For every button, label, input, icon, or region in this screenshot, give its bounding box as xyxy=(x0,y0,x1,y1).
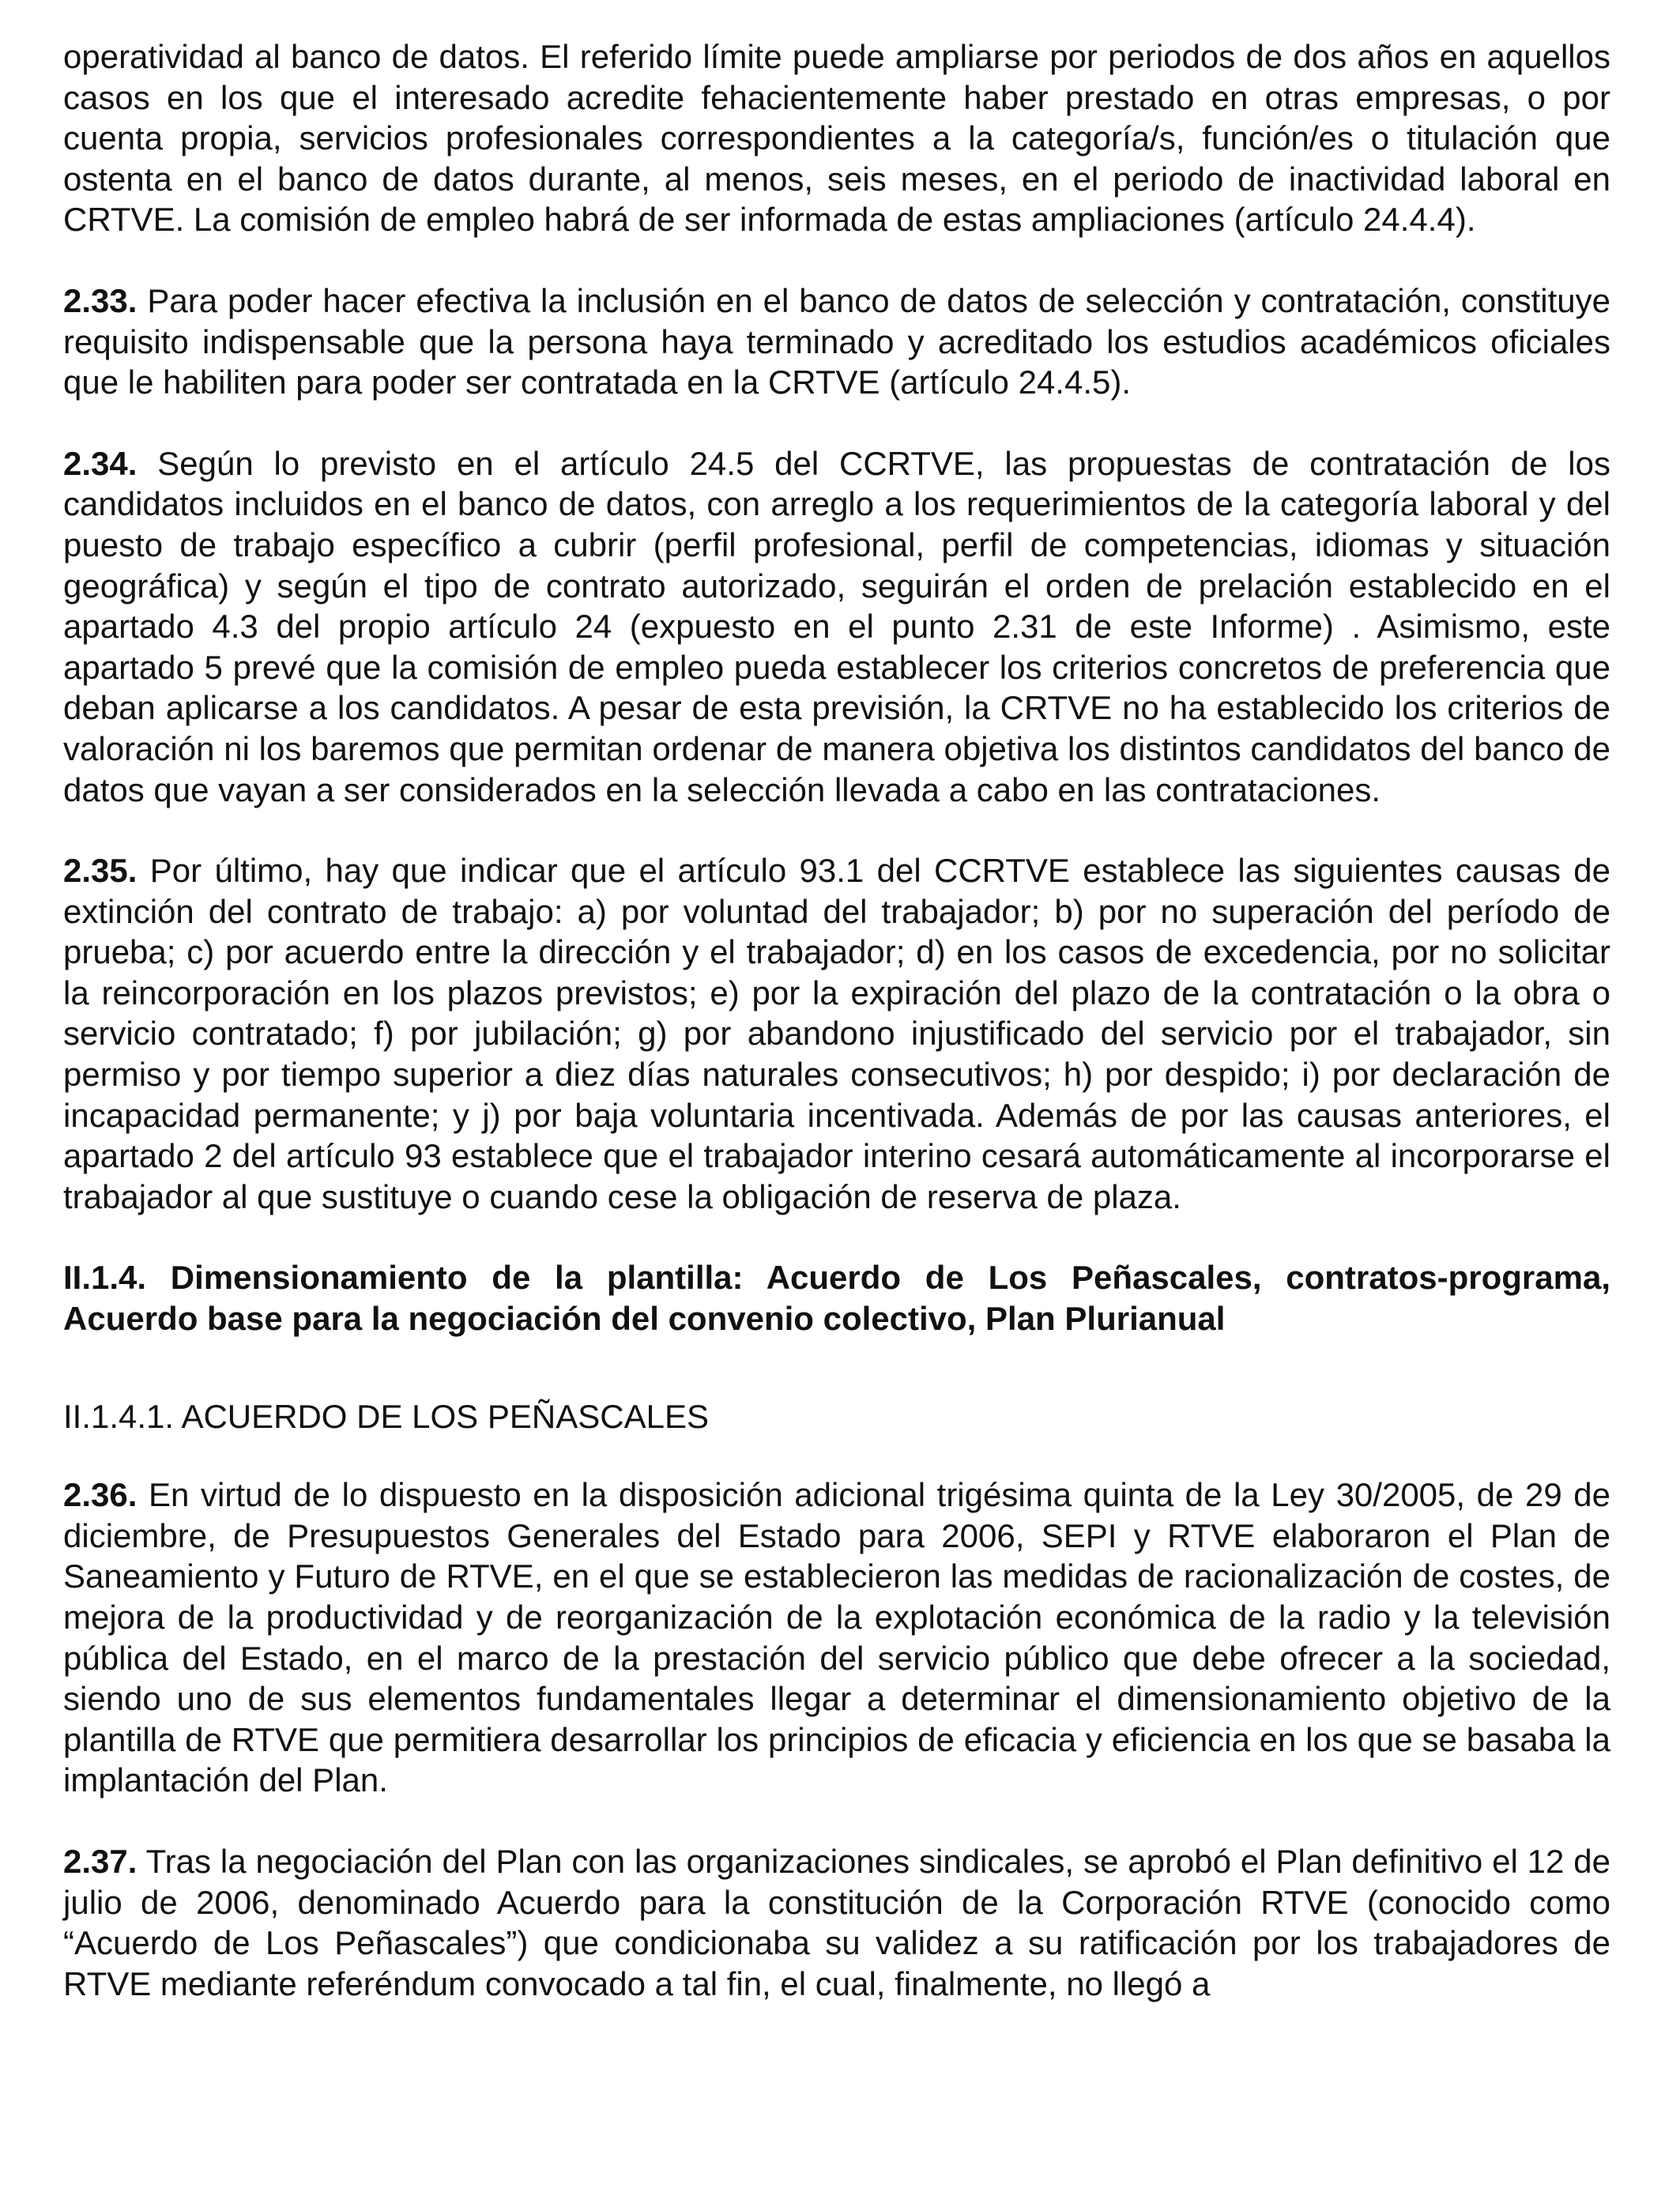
paragraph-number: 2.33. xyxy=(63,281,137,319)
paragraph-2-34 xyxy=(63,443,1610,810)
paragraph-text: Para poder hacer efectiva la inclusión en el banco de datos de selección y contratación, constituye requisito indispensable que la persona haya terminado y acreditado los estudios académicos oficiales que le habiliten para poder ser contratada en la CRTVE (artículo 24.4.5). xyxy=(63,281,1610,401)
paragraph-text: Según lo previsto en el artículo 24.5 del CCRTVE, las propuestas de contratación de los candidatos incluidos en el banco de datos, con arreglo a los requerimientos de la categoría laboral y del puesto de trabajo específico a cubrir (perfil profesional, perfil de competencias, idiomas y situación geográfica) y según el tipo de contrato autorizado, seguirán el orden de prelación establecido en el apartado 4.3 del propio artículo 24 (expuesto en el punto 2.31 de este Informe) . Asimismo, este apartado 5 prevé que la comisión de empleo pueda establecer los criterios concretos de preferencia que deban aplicarse a los candidatos. A pesar de esta previsión, la CRTVE no ha establecido los criterios de valoración ni los baremos que permitan ordenar de manera objetiva los distintos candidatos del banco de datos que vayan a ser considerados en la selección llevada a cabo en las contrataciones. xyxy=(63,444,1610,808)
paragraph-number: 2.34. xyxy=(63,444,137,482)
paragraph-2-33 xyxy=(63,281,1610,403)
section-heading: II.1.4. Dimensionamiento de la plantilla: Acuerdo de Los Peñascales, contratos-programa, Acuerdo base para la negociación del convenio colectivo, Plan Plurianual xyxy=(63,1259,1610,1338)
intro-paragraph: operatividad al banco de datos. El referido límite puede ampliarse por periodos de dos años en aquellos casos en los que el interesado acredite fehacientemente haber prestado en otras empresas, o por cuenta propia, servicios profesionales correspondientes a la categoría/s, función/es o titulación que ostenta en el banco de datos durante, al menos, seis meses, en el periodo de inactividad laboral en CRTVE. La comisión de empleo habrá de ser informada de estas ampliaciones (artículo 24.4.4). xyxy=(63,38,1610,239)
paragraph-2-37 xyxy=(63,1841,1610,2004)
paragraph-text: Tras la negociación del Plan con las organizaciones sindicales, se aprobó el Plan definitivo el 12 de julio de 2006, denominado Acuerdo para la constitución de la Corporación RTVE (conocido como “Acuerdo de Los Peñascales”) que condicionaba su validez a su ratificación por los trabajadores de RTVE mediante referéndum convocado a tal fin, el cual, finalmente, no llegó a xyxy=(63,1842,1610,2002)
paragraph-text: Por último, hay que indicar que el artículo 93.1 del CCRTVE establece las siguientes causas de extinción del contrato de trabajo: a) por voluntad del trabajador; b) por no superación del período de prueba; c) por acuerdo entre la dirección y el trabajador; d) en los casos de excedencia, por no solicitar la reincorporación en los plazos previstos; e) por la expiración del plazo de la contratación o la obra o servicio contratado; f) por jubilación; g) por abandono injustificado del servicio por el trabajador, sin permiso y por tiempo superior a diez días naturales consecutivos; h) por despido; i) por declaración de incapacidad permanente; y j) por baja voluntaria incentivada. Además de por las causas anteriores, el apartado 2 del artículo 93 establece que el trabajador interino cesará automáticamente al incorporarse el trabajador al que sustituye o cuando cese la obligación de reserva de plaza. xyxy=(63,852,1610,1215)
document-page xyxy=(63,36,1610,2004)
paragraph-text: En virtud de lo dispuesto en la disposición adicional trigésima quinta de la Ley 30/2005, de 29 de diciembre, de Presupuestos Generales del Estado para 2006, SEPI y RTVE elaboraron el Plan de Saneamiento y Futuro de RTVE, en el que se establecieron las medidas de racionalización de costes, de mejora de la productividad y de reorganización de la explotación económica de la radio y la televisión pública del Estado, en el marco de la prestación del servicio público que debe ofrecer a la sociedad, siendo uno de sus elementos fundamentales llegar a determinar el dimensionamiento objetivo de la plantilla de RTVE que permitiera desarrollar los principios de eficacia y eficiencia en los que se basaba la implantación del Plan. xyxy=(63,1476,1611,1799)
paragraph-2-35 xyxy=(63,850,1610,1217)
paragraph-number: 2.35. xyxy=(63,852,137,890)
paragraph-number: 2.36. xyxy=(63,1476,137,1514)
paragraph-number: 2.37. xyxy=(63,1842,137,1880)
paragraph-2-36 xyxy=(63,1475,1610,1801)
subsection-heading: II.1.4.1. ACUERDO DE LOS PEÑASCALES xyxy=(63,1397,709,1435)
